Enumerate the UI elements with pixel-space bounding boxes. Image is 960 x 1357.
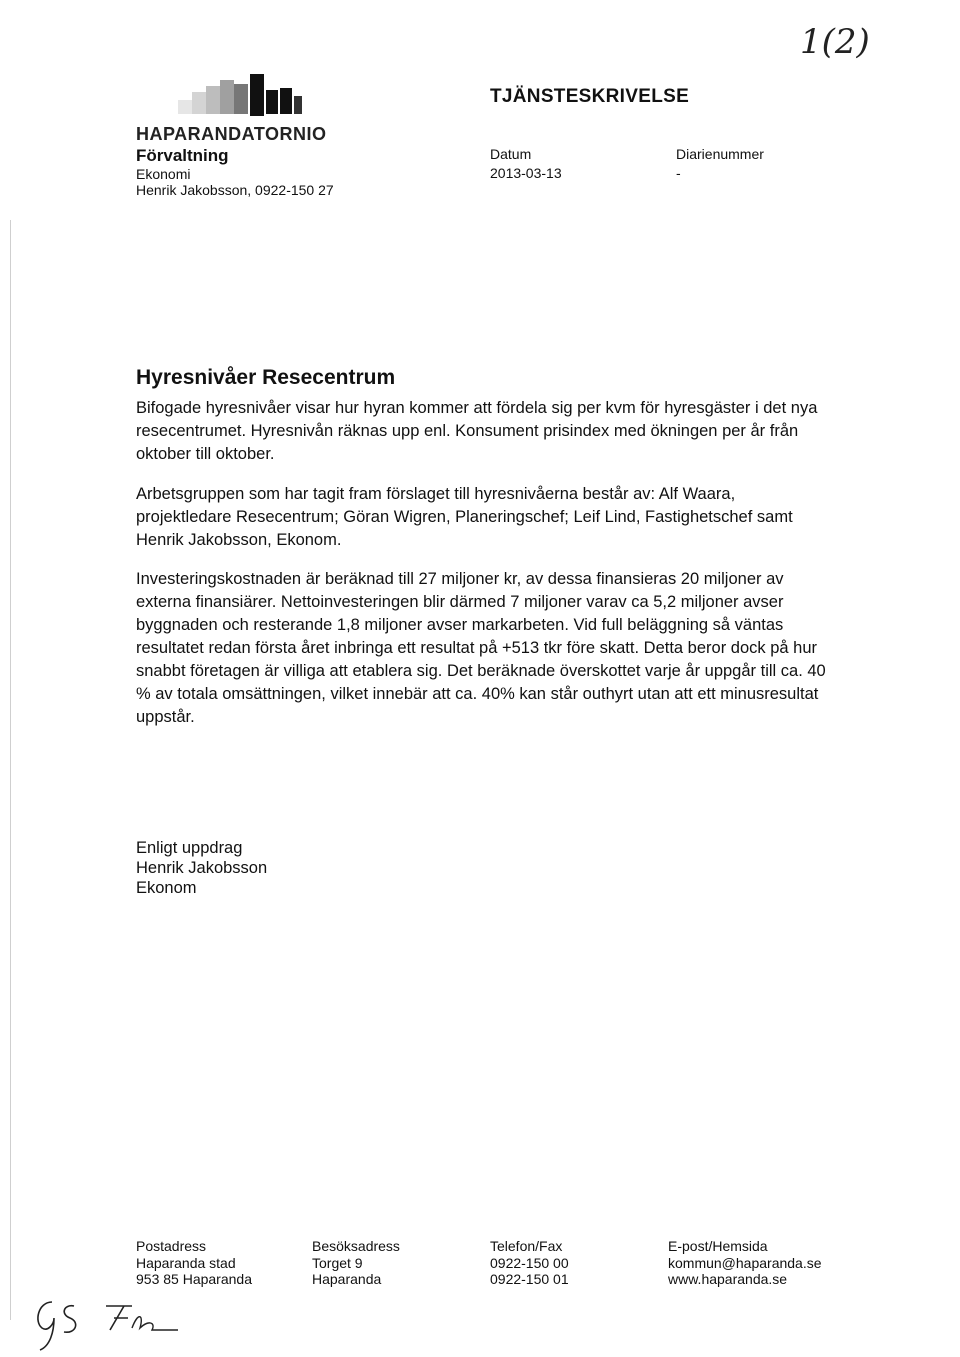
handwritten-signature-icon: [28, 1288, 218, 1354]
diary-label: Diarienummer: [676, 146, 764, 162]
footer-postal: [136, 1238, 252, 1288]
date-label: Datum: [490, 146, 532, 162]
page-number: 1(2): [800, 22, 870, 62]
signoff-line: Enligt uppdrag: [136, 839, 243, 857]
footer-phone-label: Telefon/Fax: [490, 1238, 563, 1254]
scan-margin-line: [10, 220, 11, 1320]
footer-visit-label: Besöksadress: [312, 1238, 400, 1254]
haparanda-tornio-logo-icon: [178, 74, 302, 116]
footer-web: [668, 1238, 822, 1288]
body-paragraph: Bifogade hyresnivåer visar hur hyran kommer att fördela sig per kvm för hyresgäster i det nya resecentrumet. Hyresnivån räknas upp enl. Konsument prisindex med ökningen per år från oktober till oktober.: [136, 399, 818, 463]
department-name: Förvaltning: [136, 146, 229, 165]
footer-postal-line1: Haparanda stad: [136, 1254, 236, 1271]
diary-value: -: [676, 165, 681, 181]
footer-email[interactable]: kommun@haparanda.se: [668, 1254, 822, 1271]
signoff-name: Henrik Jakobsson: [136, 859, 268, 877]
department: [136, 146, 334, 198]
org-name: HAPARANDATORNIO: [136, 124, 327, 144]
footer-visit-line2: Haparanda: [312, 1271, 382, 1287]
signoff-role: Ekonom: [136, 879, 197, 897]
footer-phone-line2: 0922-150 01: [490, 1271, 569, 1287]
signoff: [136, 838, 267, 898]
document-type: TJÄNSTESKRIVELSE: [490, 86, 690, 107]
document-title: Hyresnivåer Resecentrum: [136, 366, 396, 389]
footer-visit: [312, 1238, 400, 1288]
footer-postal-line2: 953 85 Haparanda: [136, 1271, 252, 1287]
footer-web-label: E-post/Hemsida: [668, 1238, 768, 1254]
body-paragraph: Arbetsgruppen som har tagit fram förslaget till hyresnivåerna består av: Alf Waara, projektledare Resecentrum; Göran Wigren, Planeringschef; Leif Lind, Fastighetschef samt Henrik Jakobsson, Ekonom.: [136, 485, 793, 549]
department-unit: Ekonomi: [136, 166, 191, 182]
footer-phone: [490, 1238, 569, 1288]
footer-visit-line1: Torget 9: [312, 1254, 363, 1271]
department-contact: Henrik Jakobsson, 0922-150 27: [136, 182, 334, 198]
footer-postal-label: Postadress: [136, 1238, 207, 1254]
footer-phone-line1: 0922-150 00: [490, 1254, 569, 1271]
body-paragraph: Investeringskostnaden är beräknad till 27 miljoner kr, av dessa finansieras 20 miljoner av externa finansiärer. Nettoinvesteringen blir därmed 7 miljoner varav ca 5,2 miljoner avser byggnaden och resterande 1,8 miljoner avser markarbeten. Vid full beläggning så väntas resultatet redan första året inbringa ett resultat på +513 tkr före skatt. Detta beror dock på hur snabbt företagen är villiga att etablera sig. Det beräknade överskottet varje år uppgår till ca. 40 % av totala omsättningen, vilket innebär att ca. 40% kan står outhyrt utan att ett minusresultat uppstår.: [136, 570, 826, 726]
date-value: 2013-03-13: [490, 165, 562, 181]
footer-website-link[interactable]: www.haparanda.se: [668, 1271, 788, 1287]
